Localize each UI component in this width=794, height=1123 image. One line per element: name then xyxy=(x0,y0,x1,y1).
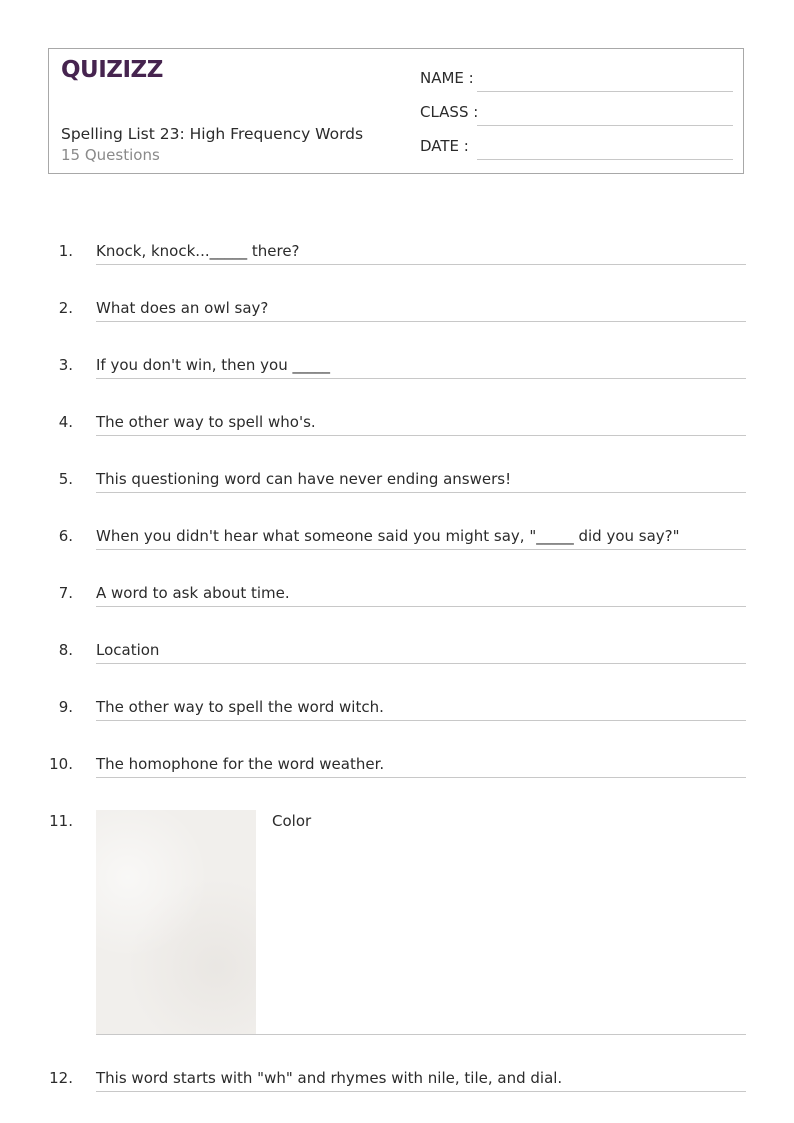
question-text: When you didn't hear what someone said you might say, "_____ did you say?" xyxy=(96,527,680,545)
answer-line[interactable] xyxy=(96,435,746,436)
answer-line[interactable] xyxy=(96,492,746,493)
answer-line[interactable] xyxy=(96,720,746,721)
answer-line[interactable] xyxy=(96,264,746,265)
answer-line[interactable] xyxy=(96,777,746,778)
question-number: 2. xyxy=(58,299,73,317)
question-number: 1. xyxy=(58,242,73,260)
question-text: This questioning word can have never ending answers! xyxy=(96,470,512,488)
worksheet-header xyxy=(48,48,744,174)
class-field[interactable] xyxy=(420,103,733,127)
question-number: 12. xyxy=(49,1069,73,1087)
question-number: 11. xyxy=(49,812,73,830)
question-text: Location xyxy=(96,641,160,659)
question-number: 6. xyxy=(58,527,73,545)
question-number: 10. xyxy=(49,755,73,773)
answer-line[interactable] xyxy=(96,321,746,322)
question-text: What does an owl say? xyxy=(96,299,269,317)
date-field[interactable] xyxy=(420,137,733,161)
question-text: Color xyxy=(272,812,312,830)
quizizz-logo: QUIZIZZ xyxy=(61,57,163,83)
question-number: 4. xyxy=(58,413,73,431)
question-number: 7. xyxy=(58,584,73,602)
worksheet-title: Spelling List 23: High Frequency Words xyxy=(61,125,364,143)
answer-line[interactable] xyxy=(96,663,746,664)
question-number: 3. xyxy=(58,356,73,374)
date-label: DATE : xyxy=(420,137,469,155)
question-text: The other way to spell who's. xyxy=(96,413,316,431)
answer-line[interactable] xyxy=(96,1091,746,1092)
question-text: A word to ask about time. xyxy=(96,584,290,602)
question-text: The homophone for the word weather. xyxy=(96,755,385,773)
answer-line[interactable] xyxy=(96,606,746,607)
answer-line[interactable] xyxy=(96,378,746,379)
name-label: NAME : xyxy=(420,69,474,87)
date-line[interactable] xyxy=(477,159,733,160)
name-field[interactable] xyxy=(420,69,733,93)
question-number: 9. xyxy=(58,698,73,716)
name-line[interactable] xyxy=(477,91,733,92)
question-text: If you don't win, then you _____ xyxy=(96,356,330,374)
question-picture xyxy=(96,810,256,1034)
question-number: 5. xyxy=(58,470,73,488)
class-label: CLASS : xyxy=(420,103,479,121)
answer-line[interactable] xyxy=(96,1034,746,1035)
question-count: 15 Questions xyxy=(61,146,160,164)
answer-line[interactable] xyxy=(96,549,746,550)
question-text: The other way to spell the word witch. xyxy=(96,698,384,716)
question-text: Knock, knock..._____ there? xyxy=(96,242,300,260)
question-number: 8. xyxy=(58,641,73,659)
question-text: This word starts with "wh" and rhymes with nile, tile, and dial. xyxy=(96,1069,563,1087)
class-line[interactable] xyxy=(477,125,733,126)
